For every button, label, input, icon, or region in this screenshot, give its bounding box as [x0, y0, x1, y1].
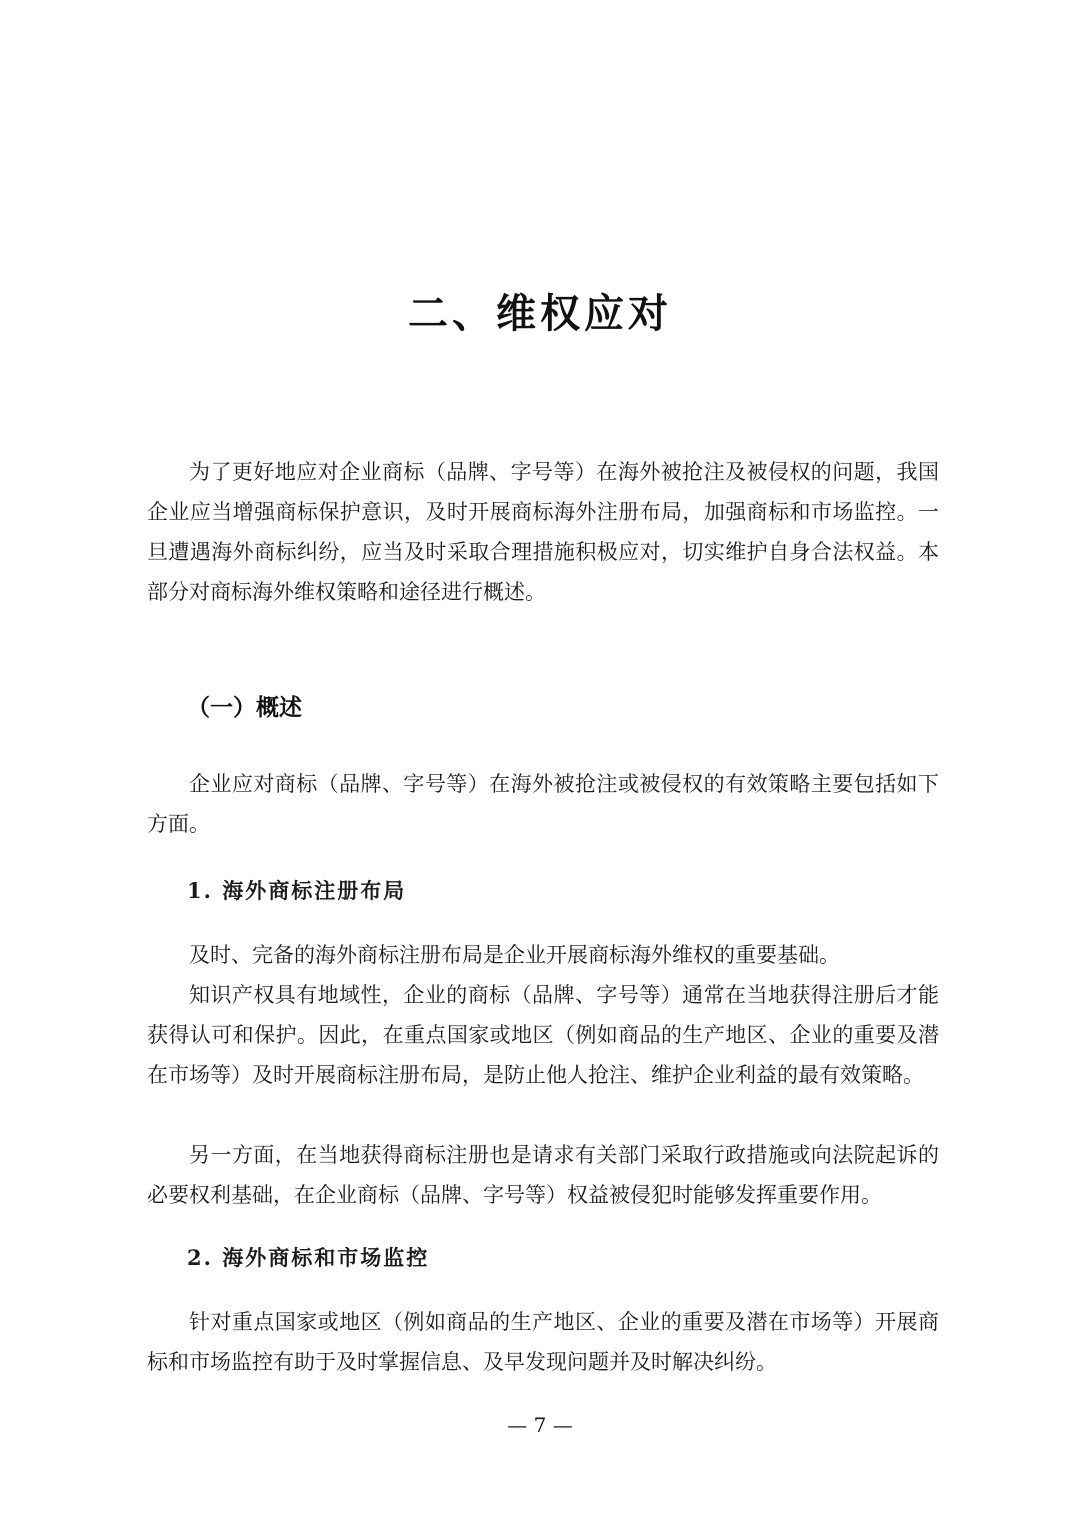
registration-paragraph-3: 另一方面，在当地获得商标注册也是请求有关部门采取行政措施或向法院起诉的必要权利基础，在企业商标（品牌、字号等）权益被侵犯时能够发挥重要作用。 — [147, 1143, 939, 1207]
monitoring-paragraph-1: 针对重点国家或地区（例如商品的生产地区、企业的重要及潜在市场等）开展商标和市场监控有助于及时掌握信息、及早发现问题并及时解决纠纷。 — [147, 1310, 939, 1374]
overview-paragraph: 企业应对商标（品牌、字号等）在海外被抢注或被侵权的有效策略主要包括如下方面。 — [147, 772, 939, 836]
registration-paragraph-1: 及时、完备的海外商标注册布局是企业开展商标海外维权的重要基础。 — [189, 943, 840, 967]
section-heading-overview: （一）概述 — [187, 695, 302, 721]
registration-paragraph-2: 知识产权具有地域性，企业的商标（品牌、字号等）通常在当地获得注册后才能获得认可和保护。因此，在重点国家或地区（例如商品的生产地区、企业的重要及潜在市场等）及时开展商标注册布局，是防止他人抢注、维护企业利益的最有效策略。 — [147, 983, 939, 1087]
subheading-registration: 1. 海外商标注册布局 — [187, 878, 407, 903]
chapter-title: 二、维权应对 — [408, 291, 672, 337]
subheading-monitoring: 2. 海外商标和市场监控 — [187, 1245, 430, 1270]
page-number: — 7 — — [507, 1413, 573, 1437]
intro-paragraph: 为了更好地应对企业商标（品牌、字号等）在海外被抢注及被侵权的问题，我国企业应当增强商标保护意识，及时开展商标海外注册布局，加强商标和市场监控。一旦遭遇海外商标纠纷，应当及时采取合理措施积极应对，切实维护自身合法权益。本部分对商标海外维权策略和途径进行概述。 — [147, 460, 939, 604]
